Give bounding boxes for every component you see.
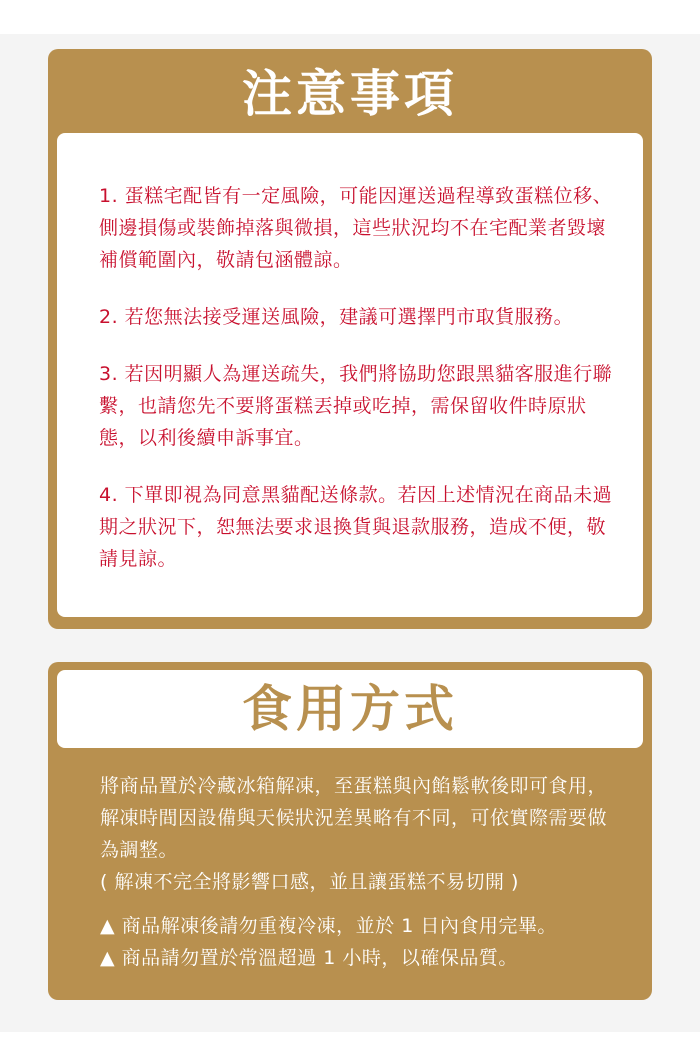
usage-remark: ( 解凍不完全將影響口感，並且讓蛋糕不易切開 ) [100, 871, 519, 893]
usage-paragraph: 將商品置於冷藏冰箱解凍，至蛋糕與內餡鬆軟後即可食用，解凍時間因設備與天候狀況差異略有不同，可依實際需要做為調整。 [100, 775, 608, 861]
usage-body [100, 770, 620, 974]
notice-item-2: 2. 若您無法接受運送風險，建議可選擇門市取貨服務。 [99, 306, 574, 328]
usage-notes [100, 910, 620, 974]
usage-note-1: ▲ 商品解凍後請勿重複冷凍，並於 1 日內食用完畢。 [100, 915, 557, 937]
notice-item-3: 3. 若因明顯人為運送疏失，我們將協助您跟黑貓客服進行聯繫，也請您先不要將蛋糕丟掉或吃掉，需保留收件時原狀態，以利後續申訴事宜。 [99, 363, 613, 449]
notice-item-1: 1. 蛋糕宅配皆有一定風險，可能因運送過程導致蛋糕位移、側邊損傷或裝飾掉落與微損，這些狀況均不在宅配業者毀壞補償範圍內，敬請包涵體諒。 [99, 185, 613, 271]
notice-item-4: 4. 下單即視為同意黑貓配送條款。若因上述情況在商品未過期之狀況下，恕無法要求退換貨與退款服務，造成不便，敬請見諒。 [99, 484, 613, 570]
notice-content-box [57, 133, 643, 617]
usage-title: 食用方式 [57, 670, 643, 748]
notice-title: 注意事項 [242, 65, 458, 123]
usage-panel [48, 662, 652, 1000]
usage-note-2: ▲ 商品請勿置於常溫超過 1 小時，以確保品質。 [100, 947, 518, 969]
notice-panel [48, 49, 652, 629]
